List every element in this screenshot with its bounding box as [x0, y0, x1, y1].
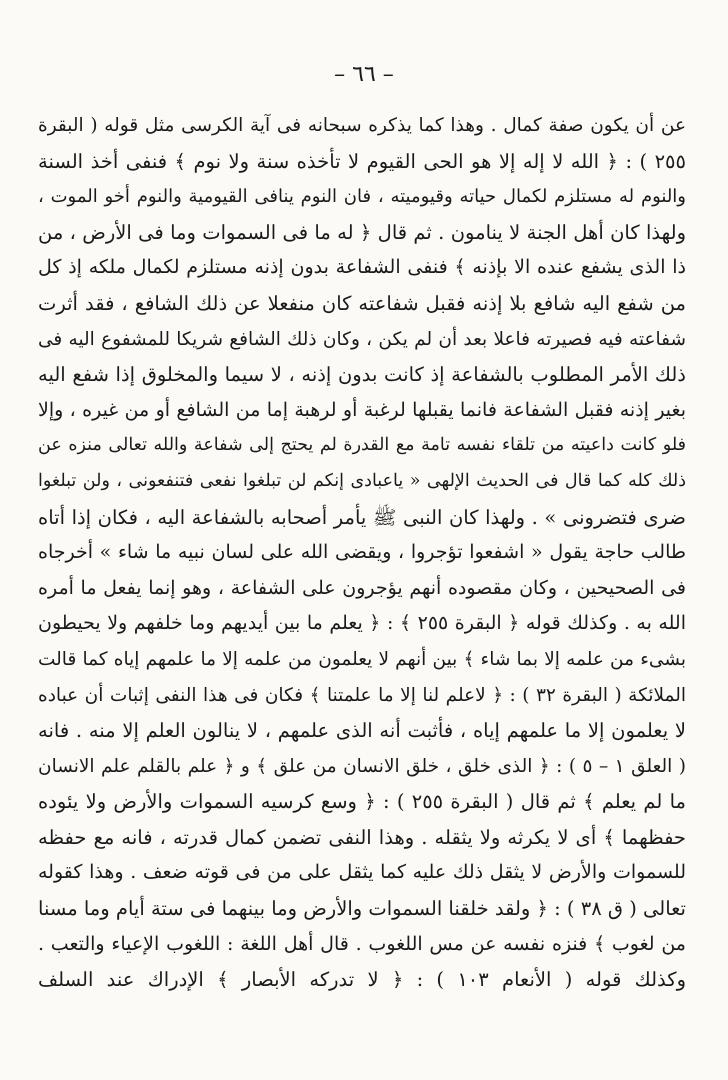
text-line: وكذلك قوله ( الأنعام ١٠٣ ) : ﴿ لا تدركه الأبصار ﴾ الإدراك عند السلف — [38, 968, 686, 992]
text-line: ذا الذى يشفع عنده الا بإذنه ﴾ فنفى الشفاعة بدون إذنه مستلزم لكمال ملكه إذ كل — [38, 256, 686, 279]
text-line: ولهذا كان أهل الجنة لا ينامون . ثم قال ﴿ له ما فى السموات وما فى الأرض ، من — [38, 220, 686, 244]
text-line: الله به . وكذلك قوله ﴿ البقرة ٢٥٥ ﴾ : ﴿ يعلم ما بين أيديهم وما خلفهم ولا يحيطون — [38, 612, 686, 635]
text-line: بغير إذنه فقبل الشفاعة فانما يقبلها لرغبة أو لرهبة إما من الشافع أو من غيره ، وإلا — [38, 398, 686, 421]
text-line: طالب حاجة يقول « اشفعوا تؤجروا ، ويقضى الله على لسان نبيه ما شاء » أخرجاه — [38, 541, 686, 564]
text-line: الملائكة ( البقرة ٣٢ ) : ﴿ لاعلم لنا إلا ما علمتنا ﴾ فكان فى هذا النفى إثبات أن عباده — [38, 684, 686, 706]
text-line: ذلك الأمر المطلوب بالشفاعة إذ كانت بدون إذنه ، لا سيما والمخلوق إذا شفع اليه — [38, 363, 686, 387]
text-line: ذلك كله كما قال فى الحديث الإلهى « ياعبادى إنكم لن تبلغوا نفعى فتنفعونى ، ولن تبلغوا — [38, 470, 686, 491]
text-line: لا يعلمون إلا ما علمهم إياه ، فأثبت أنه الذى علمهم ، لا ينالون العلم إلا منه . فانه — [38, 719, 686, 743]
text-line: بشىء من علمه إلا بما شاء ﴾ بين أنهم لا يعلمون من علمه إلا ما علمهم إياه كما قالت — [38, 648, 686, 670]
text-line: من لغوب ﴾ فنزه نفسه عن مس اللغوب . قال أهل اللغة : اللغوب الإعياء والتعب . — [38, 932, 686, 955]
text-line: من شفع اليه شافع بلا إذنه فقبل شفاعته كان منفعلا عن ذلك الشافع ، فقد أثرت — [38, 291, 686, 315]
text-line: حفظهما ﴾ أى لا يكرثه ولا يثقله . وهذا النفى تضمن كمال قدرته ، فانه مع حفظه — [38, 825, 686, 849]
text-line: ضرى فتضرونى » . ولهذا كان النبى ﷺ يأمر أصحابه بالشفاعة اليه ، فكان إذا أتاه — [38, 505, 686, 529]
text-line: للسموات والأرض لا يثقل ذلك عليه كما يثقل على من فى قوته ضعف . وهذا كقوله — [38, 861, 686, 884]
page-number: – ٦٦ – — [334, 62, 394, 87]
text-line: فلو كانت داعيته من تلقاء نفسه تامة مع القدرة لم يحتج إلى شفاعة والله تعالى منزه عن — [38, 435, 686, 456]
text-line: والنوم له مستلزم لكمال حياته وقيوميته ، فان النوم ينافى القيومية والنوم أخو الموت ، — [38, 186, 686, 208]
text-line: ( العلق ١ – ٥ ) : ﴿ الذى خلق ، خلق الانسان من علق ﴾ و ﴿ علم بالقلم علم الانسان — [38, 755, 687, 777]
text-line: عن أن يكون صفة كمال . وهذا كما يذكره سبحانه فى آية الكرسى مثل قوله ( البقرة — [38, 115, 686, 136]
text-line: ٢٥٥ ) : ﴿ الله لا إله إلا هو الحى القيوم لا تأخذه سنة ولا نوم ﴾ فنفى أخذ السنة — [38, 149, 686, 173]
text-line: ما لم يعلم ﴾ ثم قال ( البقرة ٢٥٥ ) : ﴿ وسع كرسيه السموات والأرض ولا يئوده — [38, 790, 686, 814]
text-line: شفاعته فيه فصيرته فاعلا بعد أن لم يكن ، وكان ذلك الشافع شريكا للمشفوع اليه فى — [38, 328, 686, 350]
text-line: تعالى ( ق ٣٨ ) : ﴿ ولقد خلقنا السموات والأرض وما بينهما فى ستة أيام وما مسنا — [38, 897, 686, 921]
text-line: فى الصحيحين ، وكان مقصوده أنهم يؤجرون على الشفاعة ، وهو إنما يفعل ما أمره — [38, 576, 686, 599]
document-body — [38, 108, 686, 998]
